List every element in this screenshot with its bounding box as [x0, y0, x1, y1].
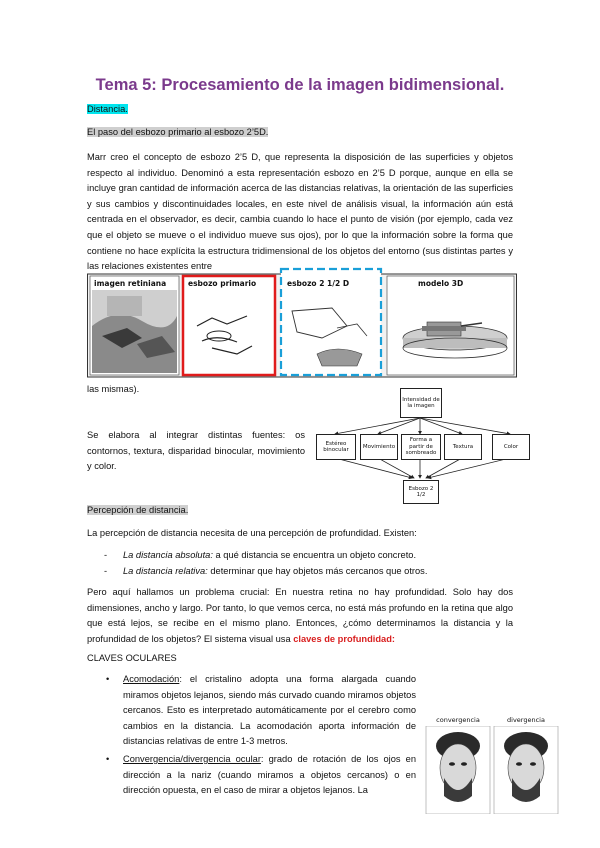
list-item	[104, 672, 416, 750]
panel-label-esbozo-2-5d: esbozo 2 1/2 D	[287, 279, 350, 288]
convergencia-term: Convergencia/divergencia ocular	[123, 753, 261, 764]
percepcion-label: Percepción de distancia.	[87, 505, 189, 515]
section-heading-percepcion	[87, 503, 188, 519]
node-movimiento: Movimiento	[360, 434, 398, 460]
acomodacion-text: : el cristalino adopta una forma alargada cuando miramos objetos lejanos, siendo más curvado cuando miramos objetos cercanos. Esto es interpretado automáticamente por el cerebro como cambios en la distancia. La acomodación aporta información de distancias relativas de entre 1-3 metros.	[123, 674, 416, 747]
problem-text: Pero aquí hallamos un problema crucial: En nuestra retina no hay profundidad. Solo hay dos dimensiones, ancho y largo. Por tanto, lo que vemos cerca, no está más profundo en la retina que algo que está lejos, se recibe en el mismo plano. Entonces, ¿cómo determinamos la distancia y la profundidad de los objetos? El sistema visual usa	[87, 587, 513, 644]
marr-paragraph: Marr creo el concepto de esbozo 2’5 D, que representa la disposición de las superficies y objetos respecto al individuo. Denominó a esta representación esbozo en 2’5 D porque, aunque en ella se incluye gran cantidad de información acerca de las distancias relativas, la orientación de las superficies y sus cambios y discontinuidades locales, en este nivel de análisis visual, la información aún está centrada en el observador, es decir, cambia cuando lo hace el punto de visión (por ejemplo, cada vez que el objeto se mueve o el individuo mueve sus ojos), por lo que la información sobre la forma que contiene no hace explícita la estructura tridimensional de los objetos del entorno (sus distintas partes y las relaciones existentes entre	[87, 152, 513, 272]
page-title: Tema 5: Procesamiento de la imagen bidimensional.	[95, 76, 505, 94]
node-esbozo: Esbozo 2 1/2	[403, 480, 439, 504]
list-item	[104, 548, 504, 564]
esbozo-figure	[87, 266, 517, 378]
node-sombreado: Forma a partir de sombreado	[401, 434, 441, 460]
fuentes-paragraph: Se elabora al integrar distintas fuentes: os contornos, textura, disparidad binocular, movimiento y color.	[87, 430, 305, 472]
acomodacion-term: Acomodación	[123, 674, 180, 684]
bullet-term-relativa: La distancia relativa:	[123, 565, 208, 576]
photo-label-divergencia: divergencia	[507, 716, 545, 724]
bullet-text-absoluta: a qué distancia se encuentra un objeto concreto.	[212, 550, 417, 560]
list-item	[104, 752, 416, 799]
problem-paragraph	[87, 585, 513, 647]
fuentes-diagram	[300, 386, 540, 504]
distancia-label: Distancia.	[87, 104, 128, 114]
distance-types-list	[104, 548, 504, 579]
percepcion-intro: La percepción de distancia necesita de una percepción de profundidad. Existen:	[87, 528, 417, 538]
node-estereo: Estéreo binocular	[316, 434, 356, 460]
list-item	[104, 564, 504, 580]
paso-label: El paso del esbozo primario al esbozo 2’5D.	[87, 127, 269, 137]
panel-label-modelo-3d: modelo 3D	[418, 279, 464, 288]
faces-illustration	[424, 726, 560, 814]
claves-oculares-heading: CLAVES OCULARES	[87, 653, 177, 663]
bullet-text-relativa: determinar que hay objetos más cercanos que otros.	[207, 565, 428, 576]
claves-profundidad-highlight: claves de profundidad:	[293, 633, 395, 644]
paragraph1-end: las mismas).	[87, 384, 140, 394]
node-intensidad: Intensidad de la imagen	[400, 388, 442, 418]
section-heading-distancia	[87, 102, 128, 118]
panel-label-esbozo-primario: esbozo primario	[188, 279, 257, 288]
bullet-term-absoluta: La distancia absoluta:	[123, 550, 213, 560]
subsection-heading-paso	[87, 125, 268, 141]
claves-list	[104, 672, 416, 801]
photo-label-convergencia: convergencia	[436, 716, 480, 724]
node-color: Color	[492, 434, 530, 460]
panel-label-imagen-retiniana: imagen retiniana	[94, 279, 167, 288]
node-textura: Textura	[444, 434, 482, 460]
convergencia-text: : grado de rotación de los ojos en dirección a la nariz (cuando miramos a objetos cercanos) o en dirección opuesta, en el caso de mirar a objetos lejanos. La	[123, 753, 416, 796]
convergence-photos	[424, 714, 560, 814]
